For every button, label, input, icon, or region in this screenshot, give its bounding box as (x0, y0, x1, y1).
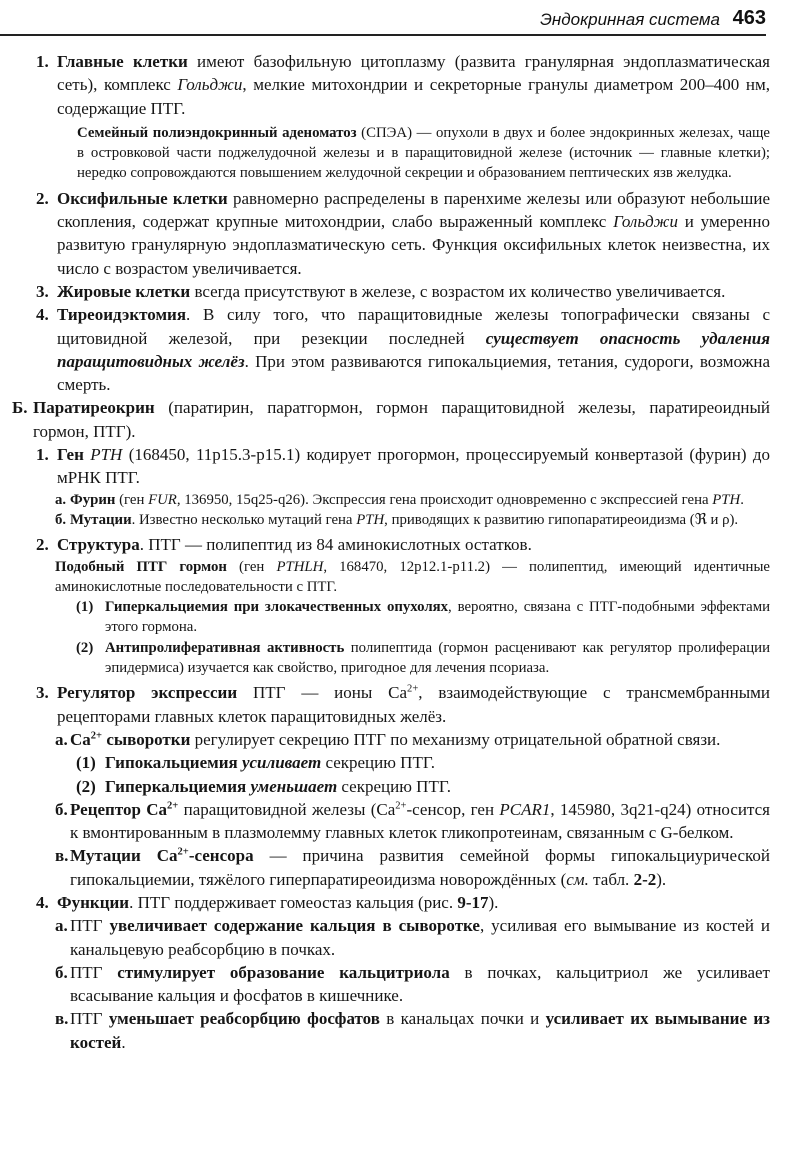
list-marker: в. (55, 846, 69, 866)
subitem-hypocalcemia: (1) Гипокальциемия усиливает секрецию ПТГ. (0, 751, 770, 774)
item-expression-regulator: 3. Регулятор экспрессии ПТГ — ионы $Ca^{2+}$, взаимодействующие с трансмембранными рецепторами главных клеток паращитовидных желёз. (36, 683, 770, 726)
subitem-furin: а. Фурин (ген FUR, 136950, 15q25-q26). Экспрессия гена происходит одновременно с экспрессией гена PTH. (0, 490, 770, 510)
subitem-phosphate: в. ПТГ уменьшает реабсорбцию фосфатов в канальцах почки и усиливает их вымывание из костей. (55, 1009, 770, 1052)
chapter-title: Эндокринная система (540, 10, 720, 29)
list-marker: б. (55, 962, 68, 982)
list-marker: в. (55, 1009, 69, 1029)
running-header (0, 6, 766, 36)
list-marker: 4. (36, 305, 49, 325)
gene-symbol: PTH (712, 491, 741, 508)
gene-symbol: FUR (148, 491, 177, 508)
list-marker: (1) (76, 599, 94, 616)
term: Подобный ПТГ гормон (55, 558, 227, 575)
page-body (0, 50, 770, 1054)
list-marker: (2) (76, 776, 96, 796)
item-oxyphil-cells: 2. Оксифильные клетки равномерно распределены в паренхиме железы или образуют небольшие скопления, содержат крупные митохондрии, слабо выраженный комплекс Гольджи и умеренно развитую гранулярную эндоплазматическую сеть. Функция оксифильных клеток неизвестна, их число с возрастом увеличивается. (36, 188, 770, 278)
list-marker: 1. (36, 445, 49, 465)
term: Тиреоидэктомия (57, 305, 187, 325)
gene-symbol: PTH (356, 511, 385, 528)
section-marker: Б. (12, 398, 28, 418)
term: Регулятор экспрессии (57, 683, 238, 703)
list-marker: б. (55, 511, 67, 528)
term: стимулирует образование кальцитриола (117, 962, 450, 982)
subitem-hypercalcemia: (2) Гиперкальциемия уменьшает секрецию ПТГ. (0, 775, 770, 798)
list-marker: 2. (36, 188, 49, 208)
term: Структура (57, 535, 140, 555)
item-main-cells: 1. Главные клетки имеют базофильную цитоплазму (развита гранулярная эндоплазматическая сеть), комплекс Гольджи, мелкие митохондрии и секреторные гранулы диаметром 200–400 нм, содержащие ПТГ. (36, 52, 770, 118)
gene-symbol: PTH (90, 445, 123, 465)
item-pth-gene: 1. Ген PTH (168450, 11p15.3-p15.1) кодирует прогормон, процессируемый конвертазой (фурин) до мРНК ПТГ. (36, 445, 770, 488)
term: Мутации $Ca^{2+}$-сенсора (70, 846, 254, 866)
term: Гипокальциемия (105, 753, 238, 773)
emphasis: существует опасность удаления паращитовидных желёз (57, 328, 770, 371)
term: Паратиреокрин (33, 398, 155, 418)
figure-reference: 9-17 (457, 892, 489, 912)
note-spea: Семейный полиэндокринный аденоматоз (СПЭА) — опухоли в двух и более эндокринных железах, чаще в островковой части поджелудочной железы и в паращитовидной железе (источник — главные клетки); нередко сопровождаются повышением желудочной секреции и образованием пептических язв желудка. (77, 124, 770, 182)
golgi-term: Гольджи (177, 75, 243, 95)
term: Гиперкальциемия (105, 776, 247, 796)
subitem-calcium-receptor: б. Рецептор $Ca^{2+}$ паращитовидной железы ($Ca^{2+}$-сенсор, ген PCAR1, 145980, 3q21-q24) относится к вмонтированным в плазмолемму главных клеток гликопротеинам, связанным с G-белком. (55, 799, 771, 843)
term: Функции (57, 892, 130, 912)
term: Оксифильные клетки (57, 188, 228, 208)
list-marker: 4. (36, 892, 49, 912)
list-marker: а. (55, 729, 68, 749)
term: Фурин (70, 491, 116, 508)
table-reference: 2-2 (633, 869, 657, 889)
item-thyroidectomy: 4. Тиреоидэктомия. В силу того, что паращитовидные железы топографически связаны с щитовидной железой, при резекции последней существует опасность удаления паращитовидных желёз. При этом развиваются гипокальциемия, тетания, судороги, возможна смерть. (36, 305, 770, 395)
term: Семейный полиэндокринный аденоматоз (77, 124, 357, 141)
list-marker: 3. (36, 281, 49, 301)
term: Рецептор $Ca^{2+}$ (70, 799, 179, 819)
term: Антипролиферативная активность (105, 639, 345, 656)
list-marker: а. (55, 916, 68, 936)
section-parathyrin: Б. Паратиреокрин (паратирин, паратгормон, гормон паращитовидной железы, паратиреоидный гормон, ПТГ). (12, 398, 770, 441)
item-functions: 4. Функции. ПТГ поддерживает гомеостаз кальция (рис. 9-17). (0, 891, 770, 914)
list-marker: (1) (76, 753, 96, 773)
list-marker: а. (55, 491, 67, 508)
subitem-calcitriol: б. ПТГ стимулирует образование кальцитриола в почках, кальцитриол же усиливает всасывание кальция и фосфатов в кишечнике. (55, 962, 770, 1006)
term: Ген (57, 445, 91, 465)
term: Жировые клетки (57, 281, 191, 301)
term: уменьшает реабсорбцию фосфатов (108, 1009, 380, 1029)
term: Мутации (70, 511, 132, 528)
subitem-serum-calcium: а. $Ca^{2+}$ сыворотки регулирует секрецию ПТГ по механизму отрицательной обратной связи. (0, 728, 770, 751)
term: Гиперкальциемия при злокачественных опухолях (105, 599, 449, 616)
term: Главные клетки (57, 52, 188, 71)
subitem-increase-calcium: а. ПТГ увеличивает содержание кальция в сыворотке, усиливая его вымывание из костей и канальцевую реабсорбцию в почках. (55, 916, 770, 959)
list-marker: 1. (36, 52, 49, 71)
gene-symbol: PCAR1 (499, 799, 551, 819)
note-pth-like-hormone: Подобный ПТГ гормон (ген PTHLH, 168470, 12p12.1-p11.2) — полипептид, имеющий идентичные аминокислотные последовательности с ПТГ. (55, 558, 770, 595)
emphasis: уменьшает (250, 776, 338, 796)
subitem-hypercalcemia-tumors: (1) Гиперкальциемия при злокачественных опухолях, вероятно, связана с ПТГ-подобными эффектами этого гормона. (76, 599, 770, 636)
item-fat-cells: 3. Жировые клетки всегда присутствуют в железе, с возрастом их количество увеличивается. (0, 280, 770, 303)
term: увеличивает содержание кальция в сыворотке (109, 916, 480, 936)
term: $Ca^{2+}$ сыворотки (70, 729, 191, 749)
item-structure: 2. Структура. ПТГ — полипептид из 84 аминокислотных остатков. (0, 533, 770, 556)
list-marker: 3. (36, 683, 49, 703)
emphasis: усиливает (241, 753, 322, 773)
subitem-mutations: б. Мутации. Известно несколько мутаций гена PTH, приводящих к развитию гипопаратиреоидизма (ℜ и ρ). (0, 510, 770, 530)
term: усиливает их вымывание из костей (70, 1009, 770, 1052)
subitem-sensor-mutations: в. Мутации $Ca^{2+}$-сенсора — причина развития семейной формы гипокальциурической гипокальциемии, тяжёлого гиперпаратиреоидизма новорождённых (см. табл. 2-2). (55, 846, 770, 889)
golgi-term: Гольджи (613, 212, 678, 232)
page-number: 463 (732, 7, 766, 29)
subitem-antiproliferative: (2) Антипролиферативная активность полипептида (гормон расценивают как регулятор пролиферации эпидермиса) изучается как свойство, пригодное для лечения псориаза. (76, 639, 770, 677)
list-marker: 2. (36, 535, 49, 555)
gene-symbol: PTHLH (276, 558, 324, 575)
list-marker: (2) (76, 639, 94, 656)
list-marker: б. (55, 799, 68, 819)
